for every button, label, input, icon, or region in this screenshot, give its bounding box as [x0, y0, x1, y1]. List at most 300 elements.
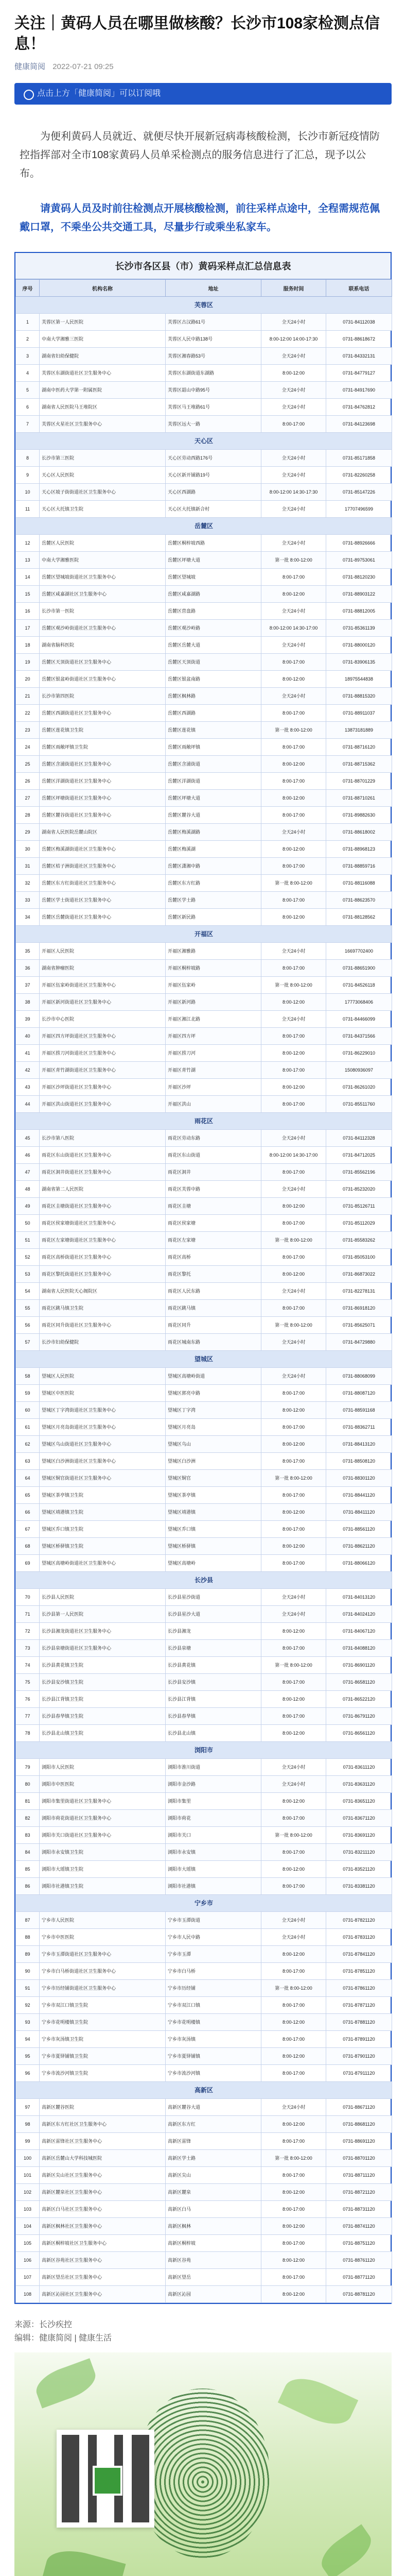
cell-no: 100: [16, 2150, 40, 2167]
cell-time: 8:00-17:00: [261, 705, 326, 722]
subscribe-banner[interactable]: 点击上方「健康简阅」可以订阅哦: [14, 83, 392, 105]
cell-name: 湖南中医药大学第一附属医院: [40, 382, 166, 399]
cell-tel[interactable]: 0731-87821120: [326, 1912, 392, 1929]
cell-tel[interactable]: 0731-83671120: [326, 1810, 392, 1827]
cell-no: 22: [16, 705, 40, 722]
cell-address: 雨花区圭塘: [166, 1198, 261, 1215]
cell-no: 24: [16, 739, 40, 756]
table-row: [16, 348, 392, 365]
cell-name: 开福区青竹湖街道社区卫生服务中心: [40, 1062, 166, 1079]
cell-address: 望城区桥驿镇: [166, 1538, 261, 1555]
table-row: [16, 1640, 392, 1657]
cell-no: 97: [16, 2099, 40, 2116]
cell-no: 77: [16, 1708, 40, 1725]
cell-address: 雨花区芙蓉中路: [166, 1181, 261, 1198]
cell-tel[interactable]: 0731-85112029: [326, 1215, 392, 1232]
cell-tel[interactable]: 0731-86522120: [326, 1691, 392, 1708]
cell-time: 8:00-12:00: [261, 1538, 326, 1555]
cell-no: 82: [16, 1810, 40, 1827]
cell-no: 65: [16, 1487, 40, 1504]
cell-name: 开福区捞刀河街道社区卫生服务中心: [40, 1045, 166, 1062]
cell-time: 8:00-17:00: [261, 2133, 326, 2150]
table-row: [16, 603, 392, 620]
cell-time: 8:00-12:00 14:30-17:00: [261, 620, 326, 637]
cell-tel[interactable]: 0731-88781120: [326, 2286, 392, 2303]
cell-no: 91: [16, 1980, 40, 1997]
table-row: [16, 1062, 392, 1079]
cell-tel[interactable]: 0731-88068099: [326, 1368, 392, 1385]
table-row: [16, 1028, 392, 1045]
table-row: [16, 1997, 392, 2014]
table-row: [16, 654, 392, 671]
cell-no: 39: [16, 1011, 40, 1028]
cell-no: 76: [16, 1691, 40, 1708]
cell-tel[interactable]: 0731-87861120: [326, 1980, 392, 1997]
cell-tel[interactable]: 16697702400: [326, 943, 392, 960]
cell-tel[interactable]: 0731-88561120: [326, 1521, 392, 1538]
cell-address: 宁乡市灰汤镇: [166, 2031, 261, 2048]
cell-address: 高新区雷锋: [166, 2133, 261, 2150]
cell-name: 高新区尖山社区卫生服务中心: [40, 2167, 166, 2184]
cell-address: 宁乡市玉潭: [166, 1946, 261, 1963]
cell-tel[interactable]: 0731-88128562: [326, 909, 392, 926]
cell-name: 浏阳市集里街道社区卫生服务中心: [40, 1793, 166, 1810]
cell-tel[interactable]: 0731-83381120: [326, 1878, 392, 1895]
cell-tel[interactable]: 0731-88087120: [326, 1385, 392, 1402]
cell-tel[interactable]: 0731-88651900: [326, 960, 392, 977]
cell-time: 8:00-17:00: [261, 2235, 326, 2252]
table-row: [16, 1963, 392, 1980]
cell-tel[interactable]: 0731-88926666: [326, 535, 392, 552]
cell-tel[interactable]: 0731-86581120: [326, 1674, 392, 1691]
cell-no: 47: [16, 1164, 40, 1181]
cell-name: 中南大学湘雅医院: [40, 552, 166, 569]
cell-tel[interactable]: 0731-82260258: [326, 467, 392, 484]
table-row: [16, 2269, 392, 2286]
cell-tel[interactable]: 0731-87881120: [326, 2014, 392, 2031]
qr-logo: [93, 2466, 122, 2496]
cell-tel[interactable]: 0731-85147226: [326, 484, 392, 501]
cell-time: 8:00-17:00: [261, 1674, 326, 1691]
cell-no: 7: [16, 416, 40, 433]
cell-tel[interactable]: 0731-85126711: [326, 1198, 392, 1215]
cell-name: 望城区中医医院: [40, 1385, 166, 1402]
cell-tel[interactable]: 0731-88362711: [326, 1419, 392, 1436]
cell-address: 芙蓉区韶山中路95号: [166, 382, 261, 399]
cell-tel[interactable]: 0731-88859716: [326, 858, 392, 875]
cell-tel[interactable]: 0731-88301120: [326, 1470, 392, 1487]
cell-tel[interactable]: 0731-85053100: [326, 1249, 392, 1266]
qr-code-image[interactable]: [14, 2352, 392, 2576]
cell-time: 全天24小时: [261, 2099, 326, 2116]
cell-tel[interactable]: 0731-88623570: [326, 892, 392, 909]
table-row: [16, 1453, 392, 1470]
cell-tel[interactable]: 0731-88771120: [326, 2269, 392, 2286]
section-name: 岳麓区: [16, 518, 392, 535]
cell-time: 8:00-17:00: [261, 1419, 326, 1436]
cell-tel[interactable]: 0731-86873022: [326, 1266, 392, 1283]
cell-address: 雨花区同升: [166, 1317, 261, 1334]
cell-tel[interactable]: 0731-87841120: [326, 1946, 392, 1963]
cell-no: 26: [16, 773, 40, 790]
table-row: [16, 1334, 392, 1351]
cell-time: 全天24小时: [261, 450, 326, 467]
cell-no: 14: [16, 569, 40, 586]
cell-time: 全天24小时: [261, 824, 326, 841]
cell-tel[interactable]: 0731-87831120: [326, 1929, 392, 1946]
testing-site-table-container: [14, 252, 392, 2304]
cell-address: 高新区东方红: [166, 2116, 261, 2133]
cell-tel[interactable]: 0731-83611120: [326, 1759, 392, 1776]
cell-tel[interactable]: 0731-88701120: [326, 2150, 392, 2167]
table-row: [16, 1793, 392, 1810]
cell-tel[interactable]: 0731-83906135: [326, 654, 392, 671]
cell-address: 天心区新开铺路19号: [166, 467, 261, 484]
cell-tel[interactable]: 0731-88621120: [326, 1538, 392, 1555]
cell-tel[interactable]: 0731-85171858: [326, 450, 392, 467]
cell-name: 岳麓区咸嘉湖社区卫生服务中心: [40, 586, 166, 603]
cell-no: 50: [16, 1215, 40, 1232]
cell-name: 长沙市第四医院: [40, 688, 166, 705]
cell-tel[interactable]: 0731-84371566: [326, 1028, 392, 1045]
cell-time: 全天24小时: [261, 1368, 326, 1385]
cell-time: 8:00-12:00: [261, 756, 326, 773]
cell-tel[interactable]: 0731-87911120: [326, 2065, 392, 2082]
cell-tel[interactable]: 0731-84526118: [326, 977, 392, 994]
cell-tel[interactable]: 0731-88715362: [326, 756, 392, 773]
table-row: [16, 790, 392, 807]
cell-time: 8:00-17:00: [261, 2201, 326, 2218]
cell-address: 开福区四方坪: [166, 1028, 261, 1045]
cell-address: 宁乡市白马桥: [166, 1963, 261, 1980]
cell-tel[interactable]: 0731-88815320: [326, 688, 392, 705]
cell-tel[interactable]: 15080936097: [326, 1062, 392, 1079]
cell-time: 8:00-17:00: [261, 739, 326, 756]
cell-no: 31: [16, 858, 40, 875]
cell-time: 8:00-17:00: [261, 2031, 326, 2048]
table-row: [16, 1419, 392, 1436]
cell-tel[interactable]: 0731-88691120: [326, 2133, 392, 2150]
cell-tel[interactable]: 0731-88411120: [326, 1504, 392, 1521]
cell-tel[interactable]: 0731-83211120: [326, 1844, 392, 1861]
cell-tel[interactable]: 0731-85511760: [326, 1096, 392, 1113]
cell-no: 98: [16, 2116, 40, 2133]
cell-tel[interactable]: 0731-84112038: [326, 314, 392, 331]
table-section-row: [16, 297, 392, 314]
cell-time: 8:00-17:00: [261, 569, 326, 586]
cell-address: 长沙县江背镇: [166, 1691, 261, 1708]
cell-tel[interactable]: 0731-88741120: [326, 2218, 392, 2235]
cell-tel[interactable]: 0731-84729880: [326, 1334, 392, 1351]
cell-address: 高新区桐梓坡: [166, 2235, 261, 2252]
account-name[interactable]: 健康简阅: [14, 62, 46, 71]
cell-name: 岳麓区梅溪湖街道社区卫生服务中心: [40, 841, 166, 858]
cell-time: 全天24小时: [261, 1283, 326, 1300]
cell-tel[interactable]: 17707496599: [326, 501, 392, 518]
cell-address: 岳麓区岳麓大道: [166, 637, 261, 654]
cell-address: 长沙县星沙街道: [166, 1589, 261, 1606]
cell-time: 8:00-12:00: [261, 1504, 326, 1521]
table-row: [16, 1878, 392, 1895]
cell-tel[interactable]: 0731-85583262: [326, 1232, 392, 1249]
table-row: [16, 1827, 392, 1844]
cell-time: 8:00-12:00: [261, 1079, 326, 1096]
table-row: [16, 1861, 392, 1878]
cell-no: 90: [16, 1963, 40, 1980]
table-row: [16, 1266, 392, 1283]
cell-name: 开福区人民医院: [40, 943, 166, 960]
cell-tel[interactable]: 0731-88413120: [326, 1436, 392, 1453]
cell-time: 第一批 8:00-12:00: [261, 1980, 326, 1997]
cell-tel[interactable]: 0731-88731120: [326, 2201, 392, 2218]
cell-tel[interactable]: 0731-88761120: [326, 2252, 392, 2269]
table-row: [16, 382, 392, 399]
cell-no: 20: [16, 671, 40, 688]
cell-address: 望城区郭亮中路: [166, 1385, 261, 1402]
cell-address: 天心区西湖路: [166, 484, 261, 501]
cell-tel[interactable]: 0731-88591168: [326, 1402, 392, 1419]
cell-no: 64: [16, 1470, 40, 1487]
article-title: 关注｜黄码人员在哪里做核酸？长沙市108家检测点信息！: [14, 15, 380, 53]
source-block: [0, 2304, 406, 2345]
cell-name: 长沙市第一医院: [40, 603, 166, 620]
table-row: [16, 1657, 392, 1674]
cell-tel[interactable]: 0731-86229010: [326, 1045, 392, 1062]
cell-time: 第一批 8:00-12:00: [261, 977, 326, 994]
cell-tel[interactable]: 0731-88618002: [326, 824, 392, 841]
cell-tel[interactable]: 0731-88671120: [326, 2099, 392, 2116]
cell-tel[interactable]: 0731-84917690: [326, 382, 392, 399]
testing-site-table: [15, 279, 392, 2303]
cell-tel[interactable]: 0731-84013120: [326, 1589, 392, 1606]
cell-tel[interactable]: 0731-83631120: [326, 1776, 392, 1793]
cell-time: 第一批 8:00-12:00: [261, 722, 326, 739]
header-time: 服务时间: [261, 280, 326, 297]
table-row: [16, 1980, 392, 1997]
cell-tel[interactable]: 0731-83651120: [326, 1793, 392, 1810]
cell-time: 8:00-12:00: [261, 586, 326, 603]
cell-tel[interactable]: 0731-88716120: [326, 739, 392, 756]
cell-tel[interactable]: 0731-84762812: [326, 399, 392, 416]
cell-tel[interactable]: 0731-87891120: [326, 2031, 392, 2048]
table-row: [16, 841, 392, 858]
cell-no: 13: [16, 552, 40, 569]
cell-tel[interactable]: 0731-86791120: [326, 1708, 392, 1725]
cell-name: 浏阳市人民医院: [40, 1759, 166, 1776]
cell-tel[interactable]: 0731-88000120: [326, 637, 392, 654]
cell-time: 8:00-17:00: [261, 1385, 326, 1402]
cell-address: 岳麓区望城坡: [166, 569, 261, 586]
cell-tel[interactable]: 0731-88903122: [326, 586, 392, 603]
cell-tel[interactable]: 13873181889: [326, 722, 392, 739]
cell-tel[interactable]: 0731-88911037: [326, 705, 392, 722]
cell-no: 71: [16, 1606, 40, 1623]
cell-no: 86: [16, 1878, 40, 1895]
cell-tel[interactable]: 0731-83521120: [326, 1861, 392, 1878]
cell-tel[interactable]: 0731-88751120: [326, 2235, 392, 2252]
cell-tel[interactable]: 0731-82278131: [326, 1283, 392, 1300]
cell-address: 宁乡市玉潭街道: [166, 1912, 261, 1929]
cell-no: 6: [16, 399, 40, 416]
cell-tel[interactable]: 0731-87851120: [326, 1963, 392, 1980]
cell-no: 55: [16, 1300, 40, 1317]
cell-time: 8:00-12:00: [261, 1691, 326, 1708]
table-row: [16, 977, 392, 994]
cell-tel[interactable]: 0731-84332131: [326, 348, 392, 365]
cell-time: 8:00-12:00 14:00-17:30: [261, 331, 326, 348]
cell-tel[interactable]: 0731-85625071: [326, 1317, 392, 1334]
leaf-decoration: [315, 2524, 378, 2576]
cell-tel[interactable]: 0731-88120230: [326, 569, 392, 586]
cell-name: 开福区沙坪街道社区卫生服务中心: [40, 1079, 166, 1096]
table-section-row: [16, 1351, 392, 1368]
cell-tel[interactable]: 0731-86901120: [326, 1657, 392, 1674]
cell-time: 8:00-17:00: [261, 2167, 326, 2184]
cell-no: 53: [16, 1266, 40, 1283]
table-row: [16, 2167, 392, 2184]
qr-code[interactable]: [57, 2430, 154, 2528]
cell-time: 8:00-12:00: [261, 1861, 326, 1878]
cell-address: 望城区靖港镇: [166, 1504, 261, 1521]
cell-tel[interactable]: 0731-86918120: [326, 1300, 392, 1317]
cell-tel[interactable]: 0731-84466099: [326, 1011, 392, 1028]
cell-tel[interactable]: 0731-84088120: [326, 1640, 392, 1657]
cell-no: 33: [16, 892, 40, 909]
cell-name: 岳麓区莲花镇卫生院: [40, 722, 166, 739]
cell-no: 67: [16, 1521, 40, 1538]
cell-address: 开福区湘雅路: [166, 943, 261, 960]
cell-name: 岳麓区天顶街道社区卫生服务中心: [40, 654, 166, 671]
cell-time: 8:00-17:00: [261, 416, 326, 433]
table-row: [16, 1215, 392, 1232]
cell-address: 岳麓区营盘路: [166, 603, 261, 620]
table-row: [16, 1385, 392, 1402]
cell-name: 开福区新河街道社区卫生服务中心: [40, 994, 166, 1011]
cell-tel[interactable]: 0731-88701229: [326, 773, 392, 790]
cell-address: 岳麓区梅溪湖路: [166, 824, 261, 841]
cell-address: 宁乡市夏铎铺镇: [166, 2048, 261, 2065]
cell-name: 长沙县安沙镇卫生院: [40, 1674, 166, 1691]
table-row: [16, 1232, 392, 1249]
cell-tel[interactable]: 0731-88721120: [326, 2184, 392, 2201]
cell-tel[interactable]: 0731-88711120: [326, 2167, 392, 2184]
cell-tel[interactable]: 0731-88681120: [326, 2116, 392, 2133]
cell-name: 高新区枫林社区卫生服务中心: [40, 2218, 166, 2235]
cell-no: 10: [16, 484, 40, 501]
cell-no: 19: [16, 654, 40, 671]
cell-time: 8:00-17:00: [261, 2065, 326, 2082]
cell-tel[interactable]: 0731-86261020: [326, 1079, 392, 1096]
cell-tel[interactable]: 0731-86561120: [326, 1725, 392, 1742]
table-row: [16, 1249, 392, 1266]
cell-tel[interactable]: 18975544838: [326, 671, 392, 688]
cell-time: 8:00-17:00: [261, 2269, 326, 2286]
table-row: [16, 688, 392, 705]
cell-tel[interactable]: 0731-84112328: [326, 1130, 392, 1147]
cell-name: 宁乡市双江口镇卫生院: [40, 1997, 166, 2014]
cell-tel[interactable]: 0731-84123698: [326, 416, 392, 433]
cell-time: 8:00-12:00: [261, 2286, 326, 2303]
cell-tel[interactable]: 0731-85361139: [326, 620, 392, 637]
cell-name: 雨花区侯家塘街道社区卫生服务中心: [40, 1215, 166, 1232]
cell-no: 66: [16, 1504, 40, 1521]
table-row: [16, 773, 392, 790]
cell-name: 湖南省第二人民医院: [40, 1181, 166, 1198]
cell-tel[interactable]: 0731-87871120: [326, 1997, 392, 2014]
cell-tel[interactable]: 0731-89882630: [326, 807, 392, 824]
table-row: [16, 1079, 392, 1096]
cell-tel[interactable]: 0731-87901120: [326, 2048, 392, 2065]
table-row: [16, 1283, 392, 1300]
cell-name: 望城区月亮岛街道社区卫生服务中心: [40, 1419, 166, 1436]
table-row: [16, 1759, 392, 1776]
cell-address: 开福区湘江北路: [166, 1011, 261, 1028]
cell-name: 浏阳市荷花街道社区卫生服务中心: [40, 1810, 166, 1827]
cell-time: 全天24小时: [261, 1130, 326, 1147]
cell-tel[interactable]: 0731-88116088: [326, 875, 392, 892]
cell-tel[interactable]: 0731-84024120: [326, 1606, 392, 1623]
table-row: [16, 2218, 392, 2235]
table-row: [16, 2031, 392, 2048]
cell-tel[interactable]: 0731-89753061: [326, 552, 392, 569]
cell-tel[interactable]: 0731-88710261: [326, 790, 392, 807]
cell-address: 浏阳市关口: [166, 1827, 261, 1844]
table-row: [16, 620, 392, 637]
cell-name: 开福区四方坪街道社区卫生服务中心: [40, 1028, 166, 1045]
cell-address: 宁乡市花明楼镇: [166, 2014, 261, 2031]
cell-no: 18: [16, 637, 40, 654]
cell-address: 浏阳市社港镇: [166, 1878, 261, 1895]
cell-address: 浏阳市大瑶镇: [166, 1861, 261, 1878]
cell-time: 第一批 8:00-12:00: [261, 2150, 326, 2167]
cell-name: 雨花区同升街道社区卫生服务中心: [40, 1317, 166, 1334]
cell-tel[interactable]: 0731-88508120: [326, 1453, 392, 1470]
cell-tel[interactable]: 0731-88618672: [326, 331, 392, 348]
cell-no: 105: [16, 2235, 40, 2252]
cell-time: 8:00-17:00: [261, 1810, 326, 1827]
cell-tel[interactable]: 0731-88812005: [326, 603, 392, 620]
cell-time: 8:00-12:00: [261, 994, 326, 1011]
cell-name: 望城区桥驿镇卫生院: [40, 1538, 166, 1555]
cell-tel[interactable]: 0731-84067120: [326, 1623, 392, 1640]
cell-no: 35: [16, 943, 40, 960]
cell-time: 8:00-17:00: [261, 1215, 326, 1232]
table-row: [16, 399, 392, 416]
table-row: [16, 314, 392, 331]
cell-tel[interactable]: 0731-83691120: [326, 1827, 392, 1844]
cell-time: 8:00-12:00: [261, 2116, 326, 2133]
cell-tel[interactable]: 0731-88968123: [326, 841, 392, 858]
cell-no: 73: [16, 1640, 40, 1657]
cell-tel[interactable]: 0731-84779127: [326, 365, 392, 382]
cell-time: 8:00-12:00: [261, 1266, 326, 1283]
cell-tel[interactable]: 0731-84712025: [326, 1147, 392, 1164]
cell-no: 49: [16, 1198, 40, 1215]
cell-no: 74: [16, 1657, 40, 1674]
cell-tel[interactable]: 17773068406: [326, 994, 392, 1011]
cell-no: 72: [16, 1623, 40, 1640]
cell-tel[interactable]: 0731-85232020: [326, 1181, 392, 1198]
cell-no: 81: [16, 1793, 40, 1810]
cell-time: 8:00-12:00: [261, 2218, 326, 2235]
cell-tel[interactable]: 0731-88441120: [326, 1487, 392, 1504]
cell-name: 浏阳市大瑶镇卫生院: [40, 1861, 166, 1878]
cell-name: 岳麓区岳麓街道社区卫生服务中心: [40, 909, 166, 926]
cell-name: 芙蓉区东湖街道社区卫生服务中心: [40, 365, 166, 382]
cell-tel[interactable]: 0731-85562196: [326, 1164, 392, 1181]
cell-tel[interactable]: 0731-88066120: [326, 1555, 392, 1572]
cell-address: 开福区伍家岭: [166, 977, 261, 994]
